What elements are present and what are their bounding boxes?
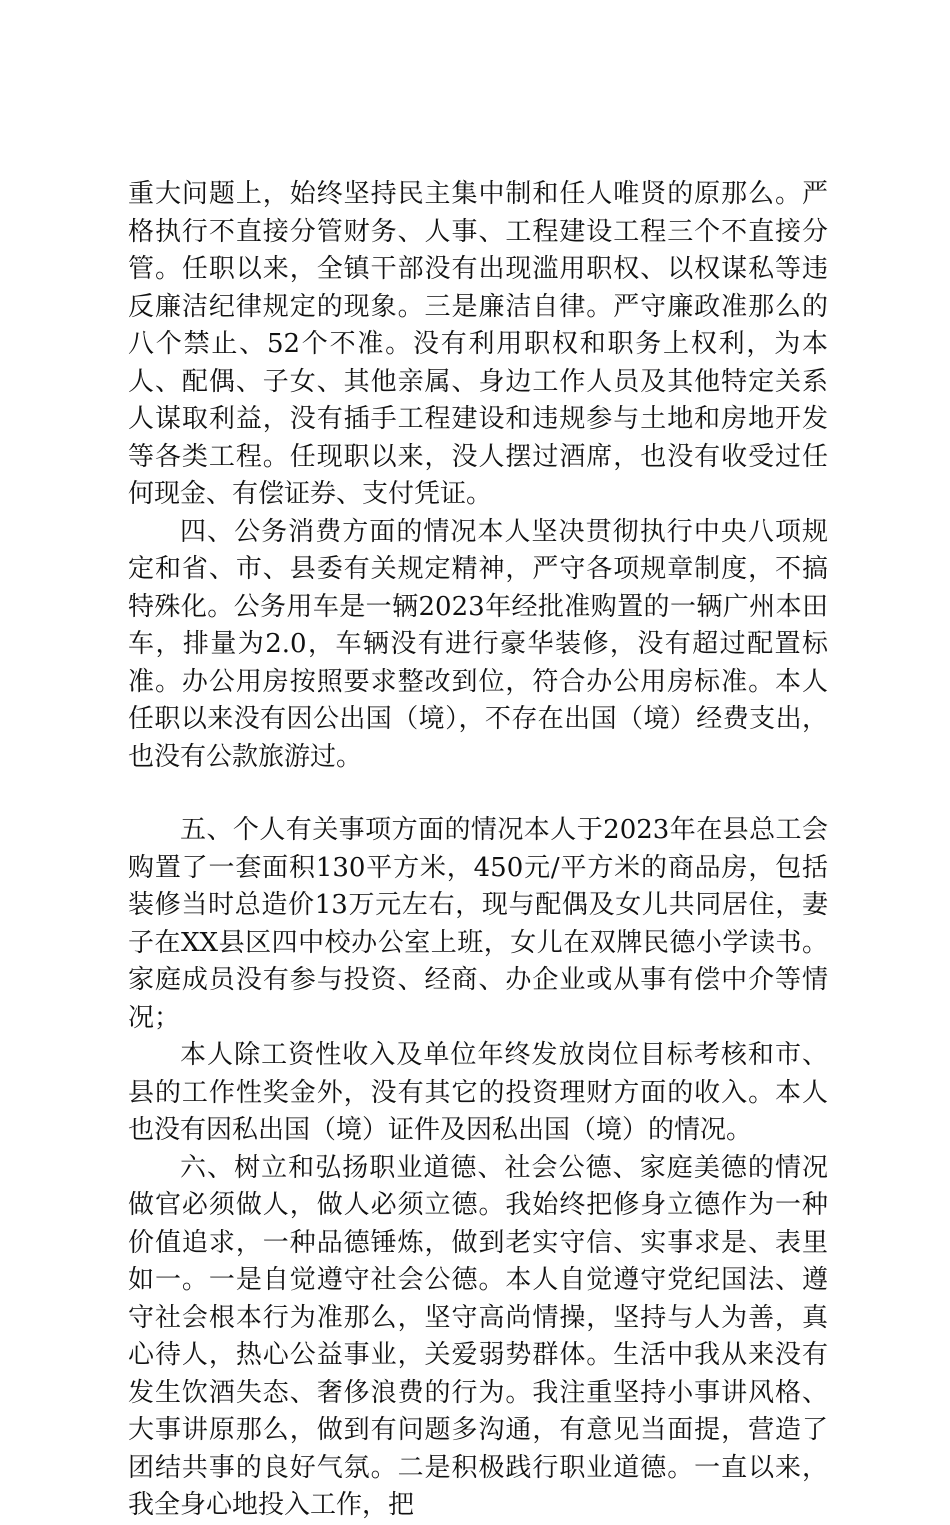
paragraph-personal-matters: 五、个人有关事项方面的情况本人于2023年在县总工会购置了一套面积130平方米，450元/平方米的商品房，包括装修当时总造价13万元左右，现与配偶及女儿共同居住，妻子在XX县区四中校办公室上班，女儿在双牌民德小学读书。家庭成员没有参与投资、经商、办企业或从事有偿中介等情况；: [128, 815, 828, 1033]
document-body: [128, 176, 828, 1525]
paragraph-income: 本人除工资性收入及单位年终发放岗位目标考核和市、县的工作性奖金外，没有其它的投资理财方面的收入。本人也没有因私出国（境）证件及因私出国（境）的情况。: [128, 1040, 828, 1145]
paragraph-official-consumption: 四、公务消费方面的情况本人坚决贯彻执行中央八项规定和省、市、县委有关规定精神，严守各项规章制度，不搞特殊化。公务用车是一辆2023年经批准购置的一辆广州本田车，排量为2.0，车辆没有进行豪华装修，没有超过配置标准。办公用房按照要求整改到位，符合办公用房标准。本人任职以来没有因公出国（境），不存在出国（境）经费支出，也没有公款旅游过。: [128, 516, 828, 772]
paragraph-discipline-continued: 重大问题上，始终坚持民主集中制和任人唯贤的原那么。严格执行不直接分管财务、人事、工程建设工程三个不直接分管。任职以来，全镇干部没有出现滥用职权、以权谋私等违反廉洁纪律规定的现象。三是廉洁自律。严守廉政准那么的八个禁止、52个不准。没有利用职权和职务上权利，为本人、配偶、子女、其他亲属、身边工作人员及其他特定关系人谋取利益，没有插手工程建设和违规参与土地和房地开发等各类工程。任现职以来，没人摆过酒席，也没有收受过任何现金、有偿证券、支付凭证。: [128, 179, 828, 509]
paragraph-ethics: 六、树立和弘扬职业道德、社会公德、家庭美德的情况做官必须做人，做人必须立德。我始终把修身立德作为一种价值追求，一种品德锤炼，做到老实守信、实事求是、表里如一。一是自觉遵守社会公德。本人自觉遵守党纪国法、遵守社会根本行为准那么，坚守高尚情操，坚持与人为善，真心待人，热心公益事业，关爱弱势群体。生活中我从来没有发生饮酒失态、奢侈浪费的行为。我注重坚持小事讲风格、大事讲原那么，做到有问题多沟通，有意见当面提，营造了团结共事的良好气氛。二是积极践行职业道德。一直以来，我全身心地投入工作，把: [128, 1152, 828, 1520]
